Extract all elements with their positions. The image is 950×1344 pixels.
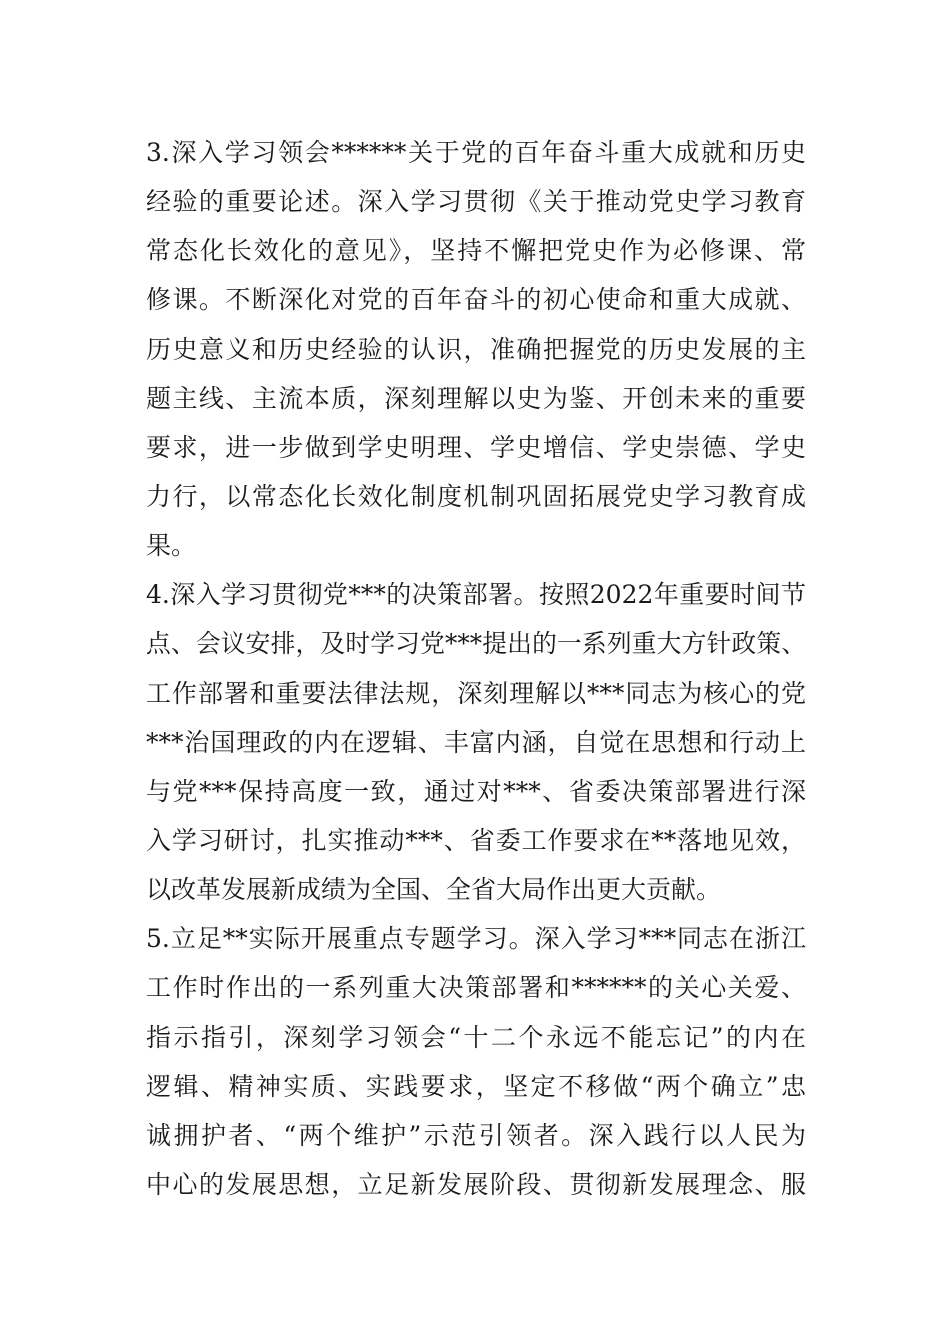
text-line: 以改革发展新成绩为全国、全省大局作出更大贡献。 bbox=[146, 875, 722, 905]
text-line: 与党***保持高度一致，通过对***、省委决策部署进行深 bbox=[146, 776, 806, 806]
paragraph-5 bbox=[146, 914, 806, 1209]
text-line: 工作部署和重要法律法规，深刻理解以***同志为核心的党 bbox=[146, 678, 806, 708]
text-line: 3.深入学习领会******关于党的百年奋斗重大成就和历史 bbox=[146, 138, 806, 167]
text-line: ***治国理政的内在逻辑、丰富内涵，自觉在思想和行动上 bbox=[146, 727, 806, 757]
text-line: 入学习研讨，扎实推动***、省委工作要求在**落地见效， bbox=[146, 825, 806, 855]
text-line: 力行，以常态化长效化制度机制巩固拓展党史学习教育成 bbox=[146, 481, 806, 511]
text-line: 修课。不断深化对党的百年奋斗的初心使命和重大成就、 bbox=[146, 285, 806, 315]
text-line: 逻辑、精神实质、实践要求，坚定不移做“两个确立”忠 bbox=[146, 1071, 806, 1101]
text-line: 工作时作出的一系列重大决策部署和******的关心关爱、 bbox=[146, 973, 806, 1003]
text-line: 果。 bbox=[146, 531, 197, 561]
text-line: 题主线、主流本质，深刻理解以史为鉴、开创未来的重要 bbox=[146, 383, 806, 413]
document-body bbox=[146, 128, 806, 1209]
text-line: 5.立足**实际开展重点专题学习。深入学习***同志在浙江 bbox=[146, 924, 806, 954]
text-line: 常态化长效化的意见》，坚持不懈把党史作为必修课、常 bbox=[146, 236, 806, 266]
text-line: 中心的发展思想，立足新发展阶段、贯彻新发展理念、服 bbox=[146, 1169, 806, 1199]
text-line: 经验的重要论述。深入学习贯彻《关于推动党史学习教育 bbox=[146, 187, 806, 217]
text-line: 4.深入学习贯彻党***的决策部署。按照2022年重要时间节 bbox=[146, 580, 806, 610]
text-line: 历史意义和历史经验的认识，准确把握党的历史发展的主 bbox=[146, 334, 806, 364]
paragraph-3 bbox=[146, 128, 806, 570]
paragraph-4 bbox=[146, 570, 806, 914]
text-line: 点、会议安排，及时学习党***提出的一系列重大方针政策、 bbox=[146, 629, 806, 659]
text-line: 诚拥护者、“两个维护”示范引领者。深入践行以人民为 bbox=[146, 1120, 806, 1150]
text-line: 要求，进一步做到学史明理、学史增信、学史崇德、学史 bbox=[146, 432, 806, 462]
text-line: 指示指引，深刻学习领会“十二个永远不能忘记”的内在 bbox=[146, 1022, 806, 1052]
